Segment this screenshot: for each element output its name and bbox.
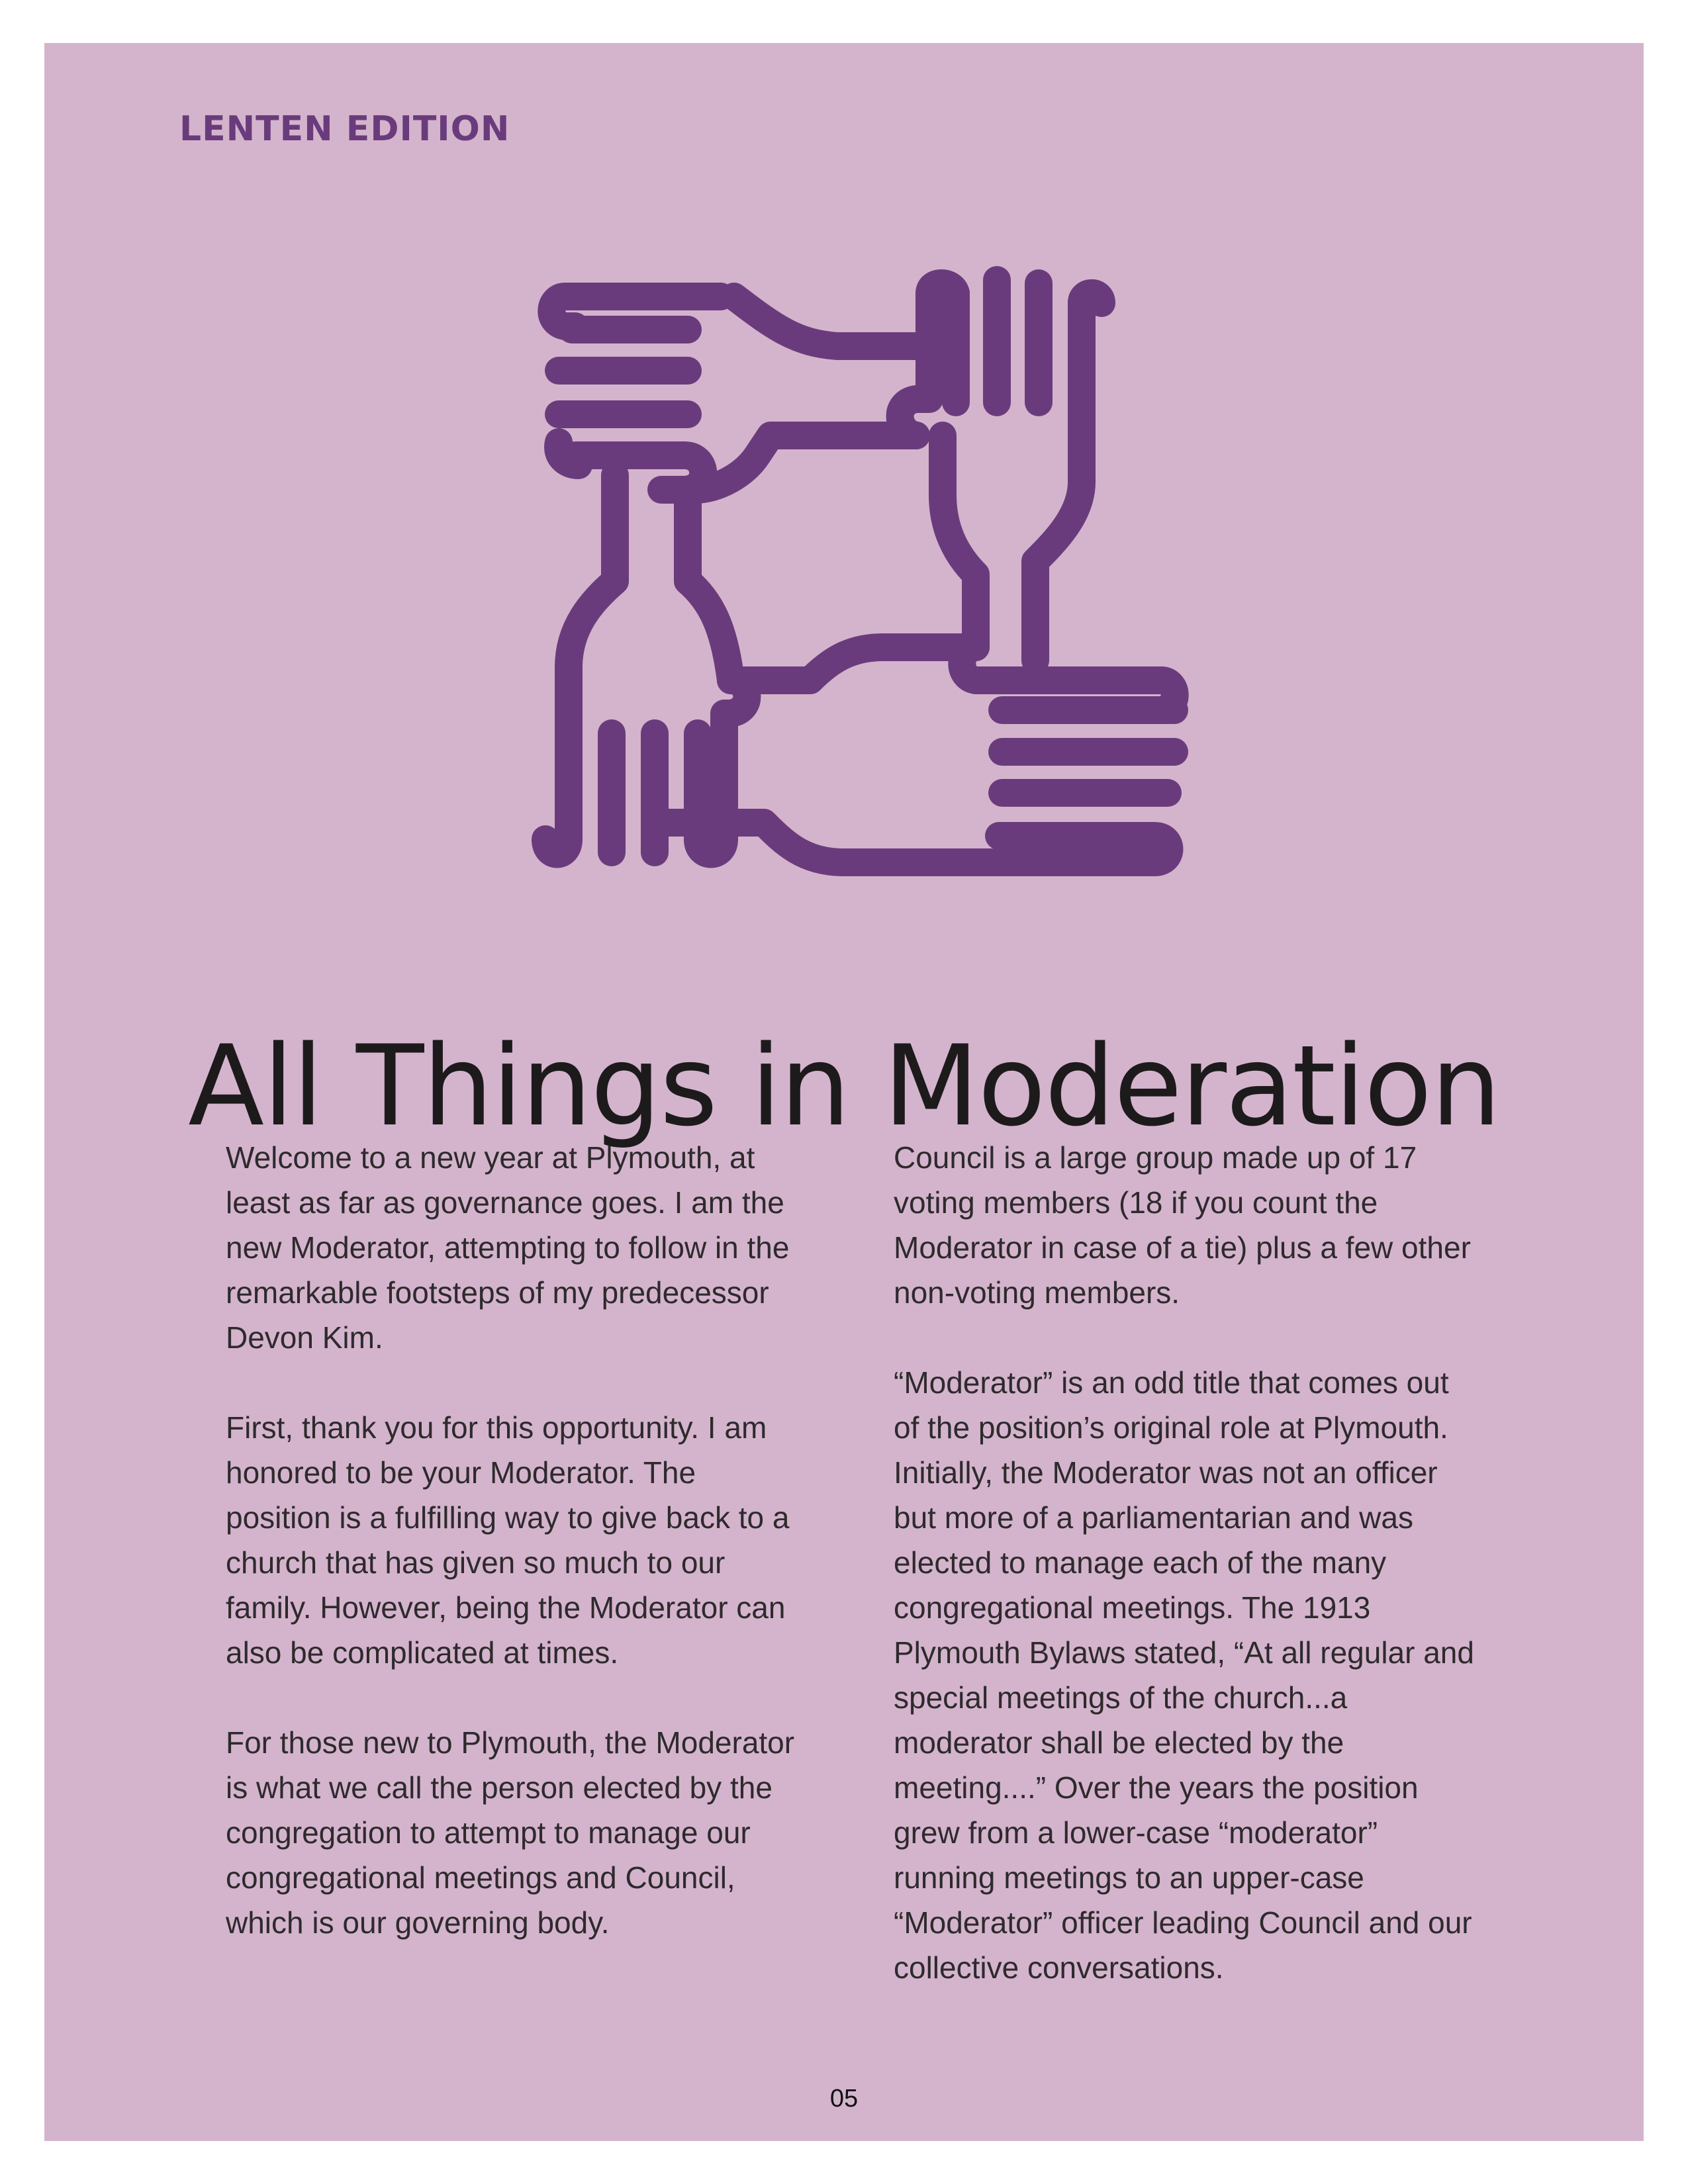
paragraph: “Moderator” is an odd title that comes out of the position’s original role at Plymouth. Initially, the Moderator was not an officer but more of a parliamentarian and was elected to manage each of the many congregational meetings. The 1913 Plymouth Bylaws stated, “At all regular and special meetings of the church...a moderator shall be elected by the meeting....” Over the years the position grew from a lower-case “moderator” running meetings to an upper-case “Moderator” officer leading Council and our collective conversations.	[894, 1365, 1474, 1985]
four-hands-unity-icon	[519, 217, 1227, 925]
page-panel	[44, 43, 1644, 2141]
paragraph: First, thank you for this opportunity. I am honored to be your Moderator. The position is a fulfilling way to give back to a church that has given so much to our family. However, being the Moderator can also be complicated at times.	[226, 1410, 790, 1670]
article-title: All Things in Moderation	[188, 1021, 1500, 1151]
paragraph: For those new to Plymouth, the Moderator is what we call the person elected by the congregation to attempt to manage our congregational meetings and Council, which is our governing body.	[226, 1725, 795, 1940]
page-number: 05	[829, 2085, 859, 2113]
edition-label: LENTEN EDITION	[179, 109, 510, 149]
left-column	[226, 1135, 808, 1945]
paragraph: Welcome to a new year at Plymouth, at least as far as governance goes. I am the new Moderator, attempting to follow in the remarkable footsteps of my predecessor Devon Kim.	[226, 1140, 790, 1355]
paragraph: Council is a large group made up of 17 voting members (18 if you count the Moderator in case of a tie) plus a few other non-voting members.	[894, 1140, 1471, 1310]
right-column	[894, 1135, 1476, 1990]
